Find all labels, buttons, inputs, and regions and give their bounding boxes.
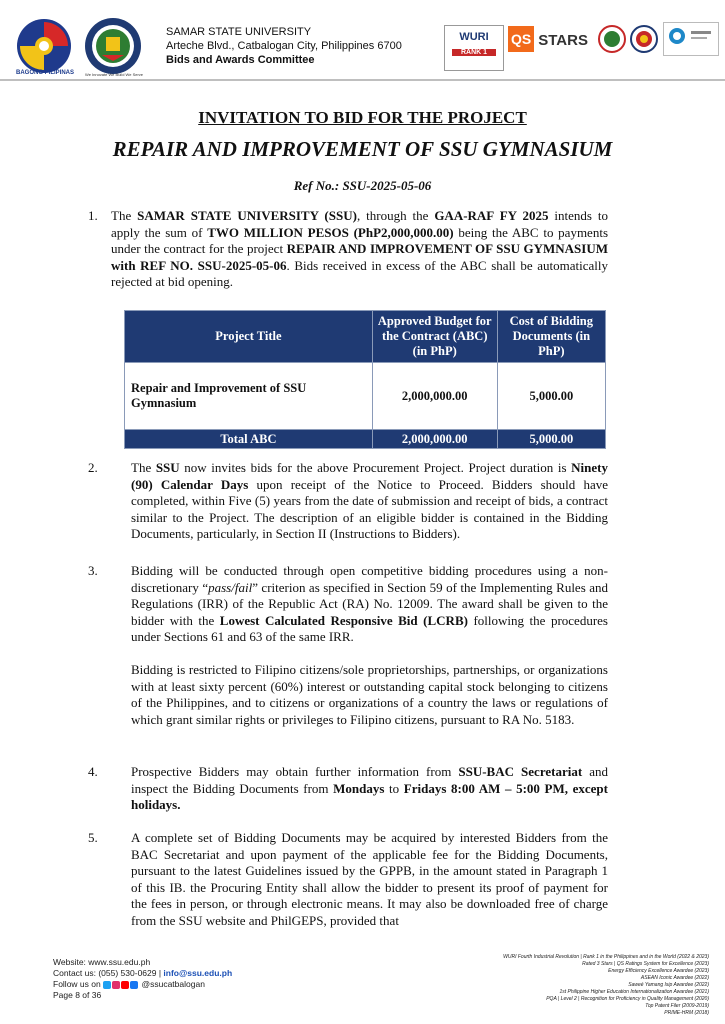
youtube-icon[interactable] [121,981,129,989]
table-header-row [125,311,606,363]
paragraph-2 [131,460,608,543]
award-line: 1st Philippine Higher Education Internationalization Awardee (2021) [559,989,709,995]
total-abc: 2,000,000.00 [372,430,497,449]
p3-text: Bidding will be conducted through open competitive bidding procedures using a non-discretionary “ [131,563,608,595]
paragraph-4 [131,764,608,814]
paragraph-1 [111,208,608,291]
p4-text: to [384,780,404,796]
p4-bold-secretariat: SSU-BAC Secretariat [458,764,583,779]
cell-abc: 2,000,000.00 [372,363,497,430]
award-seal-icon [598,25,626,53]
award-line: Rated 3 Stars | QS Ratings System for Excellence (2023) [582,961,709,967]
facebook-icon[interactable] [130,981,138,989]
p4-text: Prospective Bidders may obtain further information from [131,764,459,779]
qs-stars-logo [508,26,592,54]
p3-text: ” criterion as specified in Section 59 of the Implementing Rules and Regulations (IRR) of the Republic Act (RA) No. 12009. The award shall be given to the bidder with the [131,579,608,628]
p1-text: . Bids received in excess of the ABC shall be automatically rejected at bid opening. [111,257,608,289]
footer-contact [53,957,232,1001]
p3-bold-lcrb: Lowest Calculated Responsive Bid (LCRB) [219,612,468,628]
header-text [166,25,402,67]
header-cost-docs: Cost of Bidding Documents (in PhP) [497,311,605,363]
p4-bold-hours: Fridays 8:00 AM – 5:00 PM, except holidays. [131,780,608,812]
award-line: ASEAN Iconic Awardee (2022) [640,975,709,981]
footer-social [53,979,232,990]
header-divider [0,79,725,81]
p2-bold-duration: Ninety (90) Calendar Days [131,460,608,492]
p2-text: now invites bids for the above Procurement Project. Project duration is [179,460,572,475]
award-line: PRIME-HRM (2018) [664,1010,709,1016]
p3-text: following the procedures under Sections 61 and 63 of the same IRR. [131,612,608,644]
bagong-pilipinas-text: BAGONG PILIPINAS [15,70,74,76]
item-number-1: 1. [88,208,98,223]
footer-email-link[interactable]: info@ssu.edu.ph [163,968,233,978]
footer-contact-line [53,968,232,979]
award-line: Top Patent Filer (2009-2019) [645,1003,709,1009]
p1-bold-fund: GAA-RAF FY 2025 [434,208,549,223]
p1-bold-amount: TWO MILLION PESOS (PhP2,000,000.00) [207,224,454,240]
invitation-title: INVITATION TO BID FOR THE PROJECT [198,108,527,127]
item-number-2: 2. [88,460,98,475]
header-project-title: Project Title [125,311,373,363]
cell-cost: 5,000.00 [497,363,605,430]
p1-bold-ssu: SAMAR STATE UNIVERSITY (SSU) [137,208,357,223]
total-label: Total ABC [125,430,373,449]
footer-website: Website: www.ssu.edu.ph [53,957,151,967]
p2-text: The [131,460,156,475]
wuri-text: WURI [459,31,489,43]
award-line: Saweé Yamang Isip Awardee (2022) [628,982,709,988]
award-line: PQA | Level 2 | Recognition for Proficiency in Quality Management (2020) [546,996,709,1002]
office-name: Bids and Awards Committee [166,54,315,66]
instagram-icon[interactable] [112,981,120,989]
iso-certification-icon [663,22,719,56]
qs-mark: QS [508,26,534,52]
p1-text: being the ABC to payments under the contract for the project [111,224,609,256]
total-cost: 5,000.00 [497,430,605,449]
bagong-pilipinas-logo [16,18,72,74]
p1-text: The [111,208,138,223]
footer-social-handle: @ssucatbalogan [141,979,205,989]
project-title: REPAIR AND IMPROVEMENT OF SSU GYMNASIUM [112,137,613,161]
p1-bold-project: REPAIR AND IMPROVEMENT OF SSU GYMNASIUM with REF NO. SSU-2025-05-06 [111,241,609,273]
p1-text: , through the [356,208,435,223]
award-line: Energy Efficiency Excellence Awardee (2023) [608,968,709,974]
p2-bold-ssu: SSU [155,460,180,475]
table-row [125,363,606,430]
ssu-seal-logo [84,17,142,75]
p4-text: and inspect the Bidding Documents from [131,764,608,796]
qs-stars-text: STARS [538,31,588,49]
p1-text: intends to apply the sum of [111,208,608,240]
header-abc: Approved Budget for the Contract (ABC) (in PhP) [372,311,497,363]
table-total-row [125,430,606,449]
paragraph-3-eligibility: Bidding is restricted to Filipino citizens/sole proprietorships, partnerships, or organizations with at least sixty percent (60%) interest or outstanding capital stock belonging to citizens of the Philippines, and to citizens or organizations of a country the laws or regulations of which grant similar rights or privileges to Filipino citizens, pursuant to RA No. 5183. [131,662,608,727]
p4-bold-mondays: Mondays [333,780,385,796]
university-name: SAMAR STATE UNIVERSITY [166,26,312,38]
paragraph-3 [131,563,608,646]
p2-text: upon receipt of the Notice to Proceed. Bidders should have completed, within Five (5) years from the date of submission and receipt of bids, a contract similar to the Project. The description of an eligible bidder is contained in the Bidding Documents, particularly, in Section II (Instructions to Bidders). [131,476,609,541]
item-number-3: 3. [88,563,98,578]
item-number-5: 5. [88,830,98,845]
item-number-4: 4. [88,764,98,779]
page-number: Page 8 of 36 [53,990,102,1000]
abc-table [124,310,606,449]
paragraph-5: A complete set of Bidding Documents may be acquired by interested Bidders from the BAC Secretariat and upon payment of the applicable fee for the Bidding Documents, pursuant to the latest Guidelines issued by the GPPB, in the amount stated in Paragraph 1 of this IB. the Procuring Entity shall allow the bidder to present its proof of payment for the fees in person, or through electronic means. It may also be downloaded free of charge from the SSU website and PhilGEPS, provided that [131,830,608,928]
footer-follow-label: Follow us on [53,979,104,989]
footer-phone: Contact us: (055) 530-0629 | [53,968,164,978]
footer-awards [379,954,709,1017]
ssu-logo-tagline: We Innovate We Build We Serve [84,72,144,77]
pqa-seal-icon [630,25,658,53]
cell-project: Repair and Improvement of SSU Gymnasium [125,363,373,430]
p3-italic-passfail: pass/fail [208,579,253,595]
wuri-rank-badge [444,25,504,71]
twitter-icon[interactable] [103,981,111,989]
reference-number: Ref No.: SSU-2025-05-06 [293,178,432,193]
award-line: WURI Fourth Industrial Revolution | Rank 1 in the Philippines and in the World (2022 & 2023) [503,954,709,960]
rank-1-label: RANK 1 [452,49,496,56]
university-address: Arteche Blvd., Catbalogan City, Philippines 6700 [166,40,402,52]
